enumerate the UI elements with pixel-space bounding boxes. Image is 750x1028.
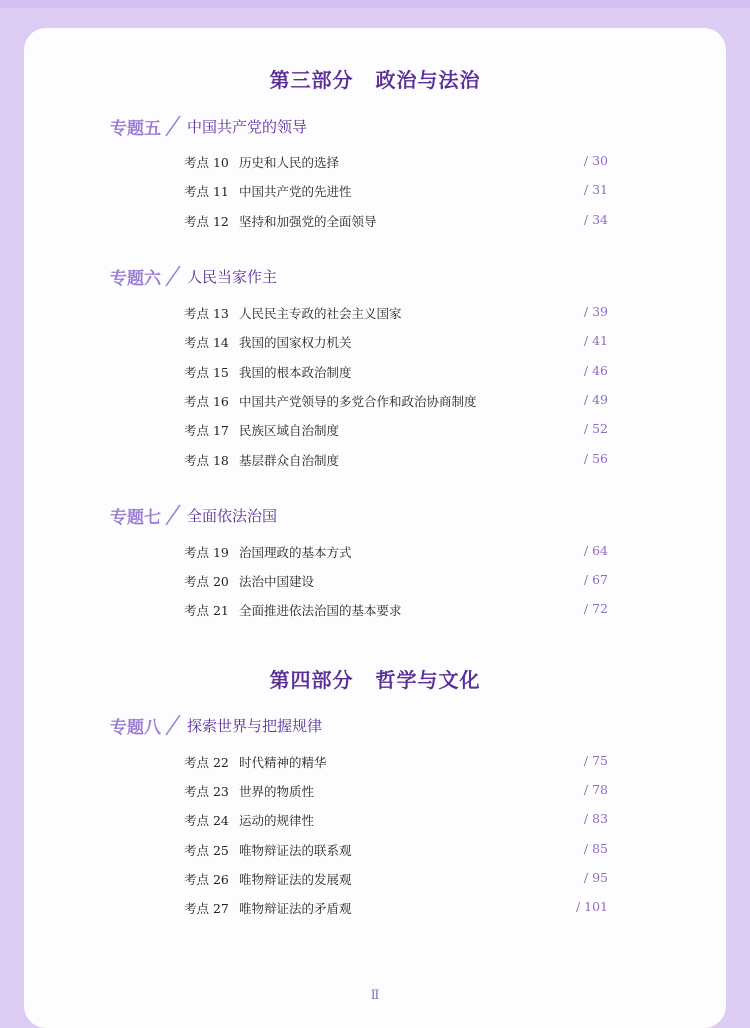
- topic-number: 专题八: [110, 717, 161, 738]
- slash-divider-icon: [163, 713, 183, 737]
- page-ref: / 64: [583, 543, 608, 558]
- toc-row[interactable]: [184, 182, 608, 202]
- toc-row[interactable]: [184, 304, 608, 324]
- part-name: 政治与法治: [375, 68, 481, 92]
- toc-row[interactable]: [184, 753, 608, 773]
- toc-row[interactable]: [184, 543, 608, 563]
- topic-number: 专题六: [110, 268, 161, 289]
- page-ref: / 41: [583, 333, 608, 348]
- page-ref: / 101: [575, 899, 608, 914]
- page-ref: / 85: [583, 841, 608, 856]
- toc-row[interactable]: [184, 811, 608, 831]
- kaodian-label: 考点 19: [184, 545, 229, 560]
- entry-title: 中国共产党的先进性: [239, 184, 352, 199]
- page-ref: / 52: [583, 421, 608, 436]
- part-title-3: [0, 64, 750, 93]
- topic-number: 专题五: [110, 118, 161, 139]
- topic-heading-7[interactable]: [110, 503, 277, 527]
- entry-title: 坚持和加强党的全面领导: [239, 214, 377, 229]
- entry-title: 民族区域自治制度: [239, 423, 340, 438]
- entry-title: 时代精神的精华: [239, 755, 327, 770]
- page-ref: / 30: [583, 153, 608, 168]
- top-decorative-strip: [0, 0, 750, 8]
- toc-row[interactable]: [184, 870, 608, 890]
- entry-title: 治国理政的基本方式: [239, 545, 352, 560]
- toc-row[interactable]: [184, 392, 608, 412]
- entry-title: 基层群众自治制度: [239, 453, 340, 468]
- page-number: Ⅱ: [370, 988, 380, 1003]
- entry-title: 我国的根本政治制度: [239, 365, 352, 380]
- entry-title: 人民民主专政的社会主义国家: [239, 306, 402, 321]
- topic-heading-6[interactable]: [110, 264, 277, 288]
- kaodian-label: 考点 17: [184, 423, 229, 438]
- kaodian-label: 考点 24: [184, 813, 229, 828]
- entry-title: 唯物辩证法的矛盾观: [239, 901, 352, 916]
- toc-row[interactable]: [184, 841, 608, 861]
- entry-title: 世界的物质性: [239, 784, 315, 799]
- page-ref: / 75: [583, 753, 608, 768]
- toc-row[interactable]: [184, 601, 608, 621]
- kaodian-label: 考点 16: [184, 394, 229, 409]
- entry-title: 全面推进依法治国的基本要求: [239, 603, 402, 618]
- kaodian-label: 考点 10: [184, 155, 229, 170]
- topic-name: 探索世界与把握规律: [187, 716, 323, 735]
- entry-title: 唯物辩证法的发展观: [239, 872, 352, 887]
- topic-heading-5[interactable]: [110, 114, 307, 138]
- page-ref: / 78: [583, 782, 608, 797]
- page-ref: / 46: [583, 363, 608, 378]
- entry-title: 法治中国建设: [239, 574, 315, 589]
- toc-row[interactable]: [184, 782, 608, 802]
- kaodian-label: 考点 22: [184, 755, 229, 770]
- toc-row[interactable]: [184, 451, 608, 471]
- toc-row[interactable]: [184, 212, 608, 232]
- page-ref: / 56: [583, 451, 608, 466]
- kaodian-label: 考点 21: [184, 603, 229, 618]
- page-ref: / 39: [583, 304, 608, 319]
- entry-title: 我国的国家权力机关: [239, 335, 352, 350]
- kaodian-label: 考点 26: [184, 872, 229, 887]
- toc-row[interactable]: [184, 333, 608, 353]
- toc-row[interactable]: [184, 572, 608, 592]
- kaodian-label: 考点 20: [184, 574, 229, 589]
- toc-row[interactable]: [184, 421, 608, 441]
- page-ref: / 34: [583, 212, 608, 227]
- topic-number: 专题七: [110, 507, 161, 528]
- kaodian-label: 考点 12: [184, 214, 229, 229]
- part-name: 哲学与文化: [375, 668, 481, 692]
- page-ref: / 49: [583, 392, 608, 407]
- page-ref: / 72: [583, 601, 608, 616]
- kaodian-label: 考点 18: [184, 453, 229, 468]
- page-ref: / 67: [583, 572, 608, 587]
- topic-name: 人民当家作主: [187, 267, 278, 286]
- entry-title: 中国共产党领导的多党合作和政治协商制度: [239, 394, 477, 409]
- page-ref: / 83: [583, 811, 608, 826]
- entry-title: 运动的规律性: [239, 813, 315, 828]
- kaodian-label: 考点 13: [184, 306, 229, 321]
- topic-name: 全面依法治国: [187, 506, 278, 525]
- slash-divider-icon: [163, 264, 183, 288]
- topic-heading-8[interactable]: [110, 713, 322, 737]
- toc-row[interactable]: [184, 363, 608, 383]
- page-ref: / 95: [583, 870, 608, 885]
- part-label: 第三部分: [269, 68, 354, 92]
- kaodian-label: 考点 11: [184, 184, 229, 199]
- part-title-4: [0, 664, 750, 693]
- toc-row[interactable]: [184, 899, 608, 919]
- kaodian-label: 考点 23: [184, 784, 229, 799]
- part-label: 第四部分: [269, 668, 354, 692]
- slash-divider-icon: [163, 114, 183, 138]
- kaodian-label: 考点 15: [184, 365, 229, 380]
- entry-title: 唯物辩证法的联系观: [239, 843, 352, 858]
- kaodian-label: 考点 27: [184, 901, 229, 916]
- toc-row[interactable]: [184, 153, 608, 173]
- topic-name: 中国共产党的领导: [187, 117, 308, 136]
- page-ref: / 31: [583, 182, 608, 197]
- entry-title: 历史和人民的选择: [239, 155, 340, 170]
- kaodian-label: 考点 25: [184, 843, 229, 858]
- slash-divider-icon: [163, 503, 183, 527]
- kaodian-label: 考点 14: [184, 335, 229, 350]
